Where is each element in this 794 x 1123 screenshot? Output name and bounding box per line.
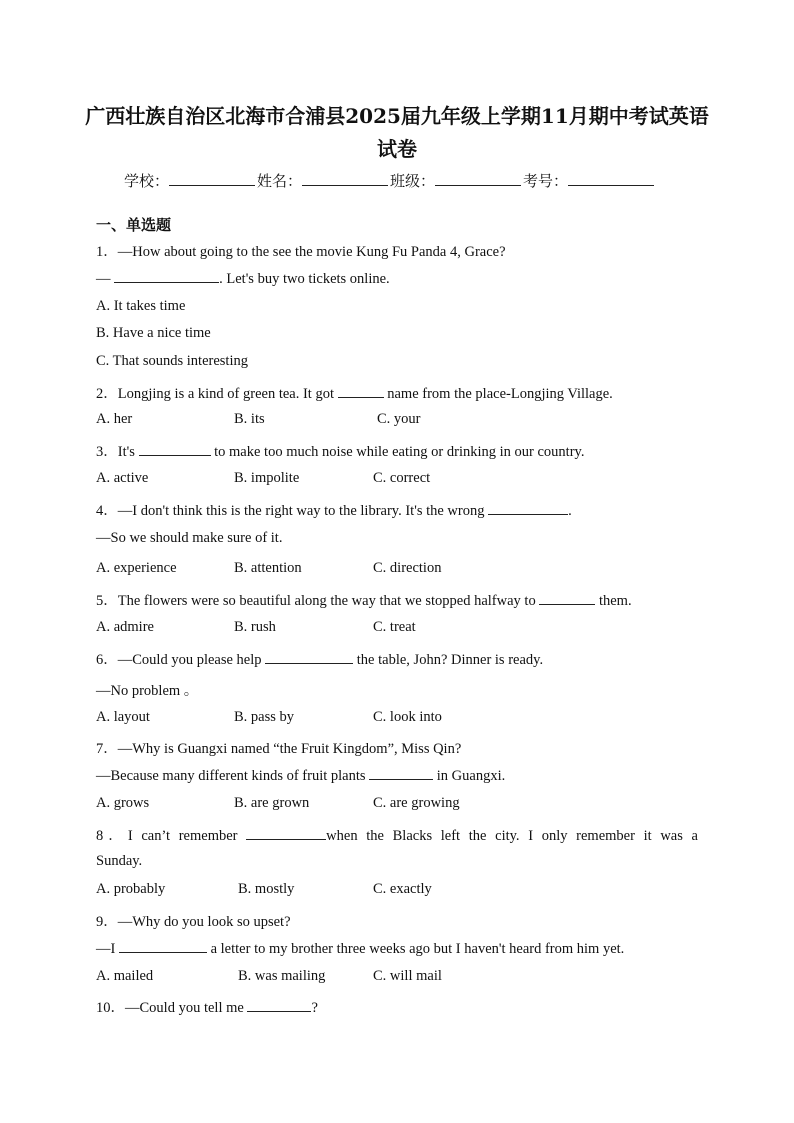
question-3-stem: 3．It's to make too much noise while eating or drinking in our country. (96, 444, 585, 460)
question-8-stem-cont: Sunday. (96, 853, 143, 869)
question-7-stem: 7．—Why is Guangxi named “the Fruit Kingdom”, Miss Qin? (96, 741, 462, 757)
school-label: 学校： (124, 172, 170, 190)
question-3-blank[interactable] (139, 443, 211, 456)
question-4-blank[interactable] (488, 502, 568, 515)
question-5-option-a[interactable]: A. admire (96, 619, 154, 635)
class-blank[interactable] (435, 171, 521, 186)
question-9-blank[interactable] (119, 940, 207, 953)
question-4-option-c[interactable]: C. direction (373, 560, 442, 576)
question-7-response: —Because many different kinds of fruit plants in Guangxi. (96, 768, 506, 784)
question-8-option-b[interactable]: B. mostly (238, 881, 295, 897)
name-label: 姓名： (257, 172, 303, 190)
question-6-blank[interactable] (265, 651, 353, 664)
question-7-option-c[interactable]: C. are growing (373, 795, 460, 811)
question-9-option-c[interactable]: C. will mail (373, 968, 442, 984)
question-1-option-a[interactable]: A. It takes time (96, 298, 186, 314)
question-4-stem: 4．—I don't think this is the right way to the library. It's the wrong . (96, 503, 572, 519)
question-1-option-c[interactable]: C. That sounds interesting (96, 353, 248, 369)
question-1-response: — . Let's buy two tickets online. (96, 271, 390, 287)
question-10-stem: 10．—Could you tell me ? (96, 1000, 318, 1016)
exam-number-label: 考号： (523, 172, 569, 190)
name-blank[interactable] (302, 171, 388, 186)
question-9-response: —I a letter to my brother three weeks ago but I haven't heard from him yet. (96, 941, 625, 957)
question-9-option-b[interactable]: B. was mailing (238, 968, 326, 984)
question-9-stem: 9．—Why do you look so upset? (96, 914, 291, 930)
question-4-option-a[interactable]: A. experience (96, 560, 177, 576)
question-3-option-c[interactable]: C. correct (373, 470, 431, 486)
question-6-response: —No problem 。 (96, 683, 199, 699)
question-1-option-b[interactable]: B. Have a nice time (96, 325, 211, 341)
question-2-option-b[interactable]: B. its (234, 411, 265, 427)
page-title: 广西壮族自治区北海市合浦县2025届九年级上学期11月期中考试英语试卷 (85, 104, 709, 161)
question-5-blank[interactable] (539, 592, 595, 605)
question-6-stem: 6．—Could you please help the table, John? Dinner is ready. (96, 652, 544, 668)
question-5-option-c[interactable]: C. treat (373, 619, 416, 635)
question-1-stem: 1．—How about going to the see the movie Kung Fu Panda 4, Grace? (96, 244, 506, 260)
question-2-blank[interactable] (338, 385, 384, 398)
question-2-option-c[interactable]: C. your (377, 411, 421, 427)
question-8-option-c[interactable]: C. exactly (373, 881, 432, 897)
question-3-option-a[interactable]: A. active (96, 470, 149, 486)
question-2-stem: 2．Longjing is a kind of green tea. It got name from the place-Longjing Village. (96, 386, 613, 402)
question-6-option-c[interactable]: C. look into (373, 709, 442, 725)
question-5-stem: 5．The flowers were so beautiful along the way that we stopped halfway to them. (96, 593, 632, 609)
question-7-blank[interactable] (369, 767, 433, 780)
question-8-blank[interactable] (246, 827, 326, 840)
question-10-blank[interactable] (247, 999, 311, 1012)
class-label: 班级： (390, 172, 436, 190)
question-6-option-b[interactable]: B. pass by (234, 709, 295, 725)
school-blank[interactable] (169, 171, 255, 186)
section-title: 一、单选题 (96, 216, 172, 234)
question-7-option-a[interactable]: A. grows (96, 795, 150, 811)
question-4-option-b[interactable]: B. attention (234, 560, 302, 576)
question-8-option-a[interactable]: A. probably (96, 881, 166, 897)
exam-number-blank[interactable] (568, 171, 654, 186)
question-4-response: —So we should make sure of it. (96, 530, 283, 546)
question-8-stem: 8．I can’t remember when the Blacks left the city. I only remember it was a (96, 828, 698, 844)
question-3-option-b[interactable]: B. impolite (234, 470, 300, 486)
question-5-option-b[interactable]: B. rush (234, 619, 276, 635)
student-info-row (124, 170, 656, 191)
question-1-blank[interactable] (114, 270, 219, 283)
question-6-option-a[interactable]: A. layout (96, 709, 150, 725)
question-7-option-b[interactable]: B. are grown (234, 795, 310, 811)
question-2-option-a[interactable]: A. her (96, 411, 133, 427)
question-9-option-a[interactable]: A. mailed (96, 968, 154, 984)
